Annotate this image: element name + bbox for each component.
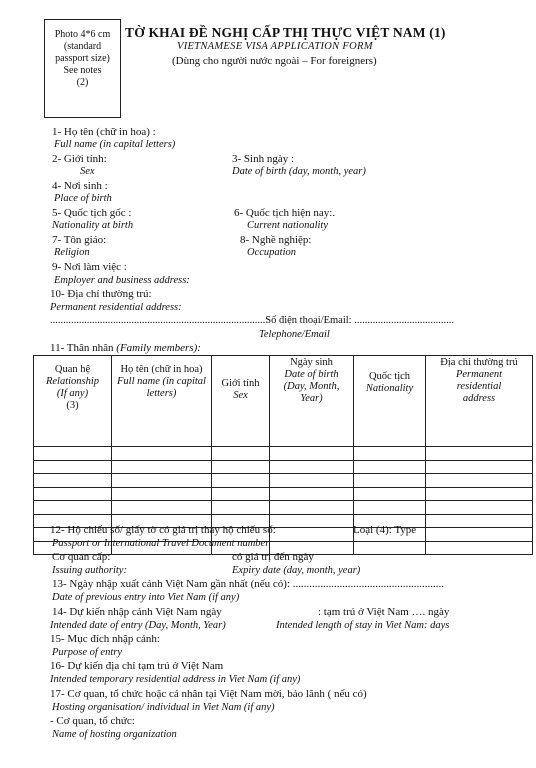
field-8-en: Occupation: [247, 247, 296, 258]
expiry-date-label: có giá trị đến ngày: [232, 551, 314, 563]
hosting-org-en: Name of hosting organization: [52, 729, 177, 740]
table-cell[interactable]: [112, 460, 212, 474]
col-header-full-name: [112, 356, 212, 447]
field-5-en: Nationality at birth: [52, 220, 134, 231]
field-15-label: 15- Mục đích nhập cảnh:: [50, 633, 160, 645]
field-6-label: 6- Quốc tịch hiện nay:.: [234, 207, 336, 219]
field-9-en: Employer and business address:: [54, 275, 190, 286]
phone-email-en: Telephone/Email: [259, 329, 330, 340]
field-7-en: Religion: [54, 247, 90, 258]
table-cell[interactable]: [426, 447, 533, 461]
table-cell[interactable]: [112, 474, 212, 488]
table-cell[interactable]: [212, 487, 270, 501]
stay-length-en: Intended length of stay in Viet Nam: days: [276, 620, 450, 631]
issuing-authority-label: Cơ quan cấp:: [52, 551, 111, 563]
table-cell[interactable]: [354, 474, 426, 488]
table-cell[interactable]: [112, 447, 212, 461]
field-15-en: Purpose of entry: [52, 647, 122, 658]
col-header-en: Permanent residential address: [455, 369, 503, 404]
col-header-vn: Giới tính: [221, 378, 260, 389]
table-cell[interactable]: [34, 460, 112, 474]
table-cell[interactable]: [34, 447, 112, 461]
field-12-en: Passport or International Travel Document number: [52, 538, 270, 549]
table-cell[interactable]: [426, 514, 533, 528]
table-row: [34, 474, 533, 488]
field-1-en: Full name (in capital letters): [54, 139, 176, 150]
table-row: [34, 447, 533, 461]
expiry-date-en: Expiry date (day, month, year): [232, 565, 361, 576]
photo-line: Photo 4*6 cm: [54, 29, 111, 40]
issuing-authority-en: Issuing authority:: [52, 565, 127, 576]
col-header-address: [426, 356, 533, 447]
field-2-en: Sex: [80, 166, 95, 177]
field-5-label: 5- Quốc tịch gốc :: [52, 207, 132, 219]
field-12-type: Loại (4): Type: [353, 524, 417, 536]
photo-line: See notes: [63, 65, 102, 76]
table-row: [34, 501, 533, 515]
field-3-en: Date of birth (day, month, year): [232, 166, 366, 177]
stay-length-label: : tạm trú ở Việt Nam …. ngày: [318, 606, 450, 618]
table-cell[interactable]: [270, 460, 354, 474]
table-header-row: [34, 356, 533, 447]
table-cell[interactable]: [426, 460, 533, 474]
col-header-en: Sex: [233, 390, 248, 401]
field-7-label: 7- Tôn giáo:: [52, 234, 107, 246]
field-4-en: Place of birth: [54, 193, 112, 204]
table-cell[interactable]: [426, 541, 533, 555]
col-header-sex: [212, 356, 270, 447]
table-row: [34, 460, 533, 474]
photo-box: [44, 19, 121, 118]
table-cell[interactable]: [354, 447, 426, 461]
table-cell[interactable]: [112, 501, 212, 515]
field-13-label: 13- Ngày nhập xuất cảnh Việt Nam gần nhất (nếu có): .......................................................: [52, 578, 445, 590]
field-10-label: 10- Địa chỉ thường trú:: [50, 288, 152, 300]
field-17-en: Hosting organisation/ individual in Viet Nam (if any): [52, 702, 275, 713]
table-cell[interactable]: [270, 528, 354, 542]
table-cell[interactable]: [212, 460, 270, 474]
col-header-vn: Quốc tịch: [368, 371, 411, 382]
col-header-en: Full name (in capital letters): [117, 376, 206, 399]
table-cell[interactable]: [112, 487, 212, 501]
col-header-en: Relationship (If any): [45, 376, 100, 399]
field-16-label: 16- Dự kiến địa chỉ tạm trú ở Việt Nam: [50, 660, 224, 672]
field-11-vn: 11- Thân nhân: [50, 342, 114, 354]
field-8-label: 8- Nghề nghiệp:: [240, 234, 312, 246]
col-header-note: (3): [66, 400, 79, 411]
table-cell[interactable]: [426, 474, 533, 488]
table-cell[interactable]: [34, 487, 112, 501]
col-header-relationship: [34, 356, 112, 447]
table-cell[interactable]: [354, 487, 426, 501]
table-cell[interactable]: [354, 501, 426, 515]
col-header-vn: Họ tên (chữ in hoa): [120, 364, 203, 375]
field-11-en: (Family members):: [116, 342, 201, 354]
field-4-label: 4- Nơi sinh :: [52, 180, 108, 192]
form-usage: (Dùng cho người nước ngoài – For foreigners): [172, 55, 377, 67]
photo-line: (standard: [63, 41, 102, 52]
photo-line: (2): [76, 77, 89, 88]
field-17-label: 17- Cơ quan, tổ chức hoặc cá nhân tại Việt Nam mời, bảo lãnh ( nếu có): [50, 688, 367, 700]
photo-line: passport size): [55, 53, 110, 64]
field-9-label: 9- Nơi làm việc :: [52, 261, 127, 273]
col-header-vn: Quan hệ: [54, 364, 91, 375]
table-cell[interactable]: [270, 501, 354, 515]
col-header-en: Nationality: [365, 383, 414, 394]
field-3-label: 3- Sinh ngày :: [232, 153, 295, 165]
field-12-label: 12- Hộ chiếu số/ giấy tờ có giá trị thay hộ chiếu số:: [50, 524, 276, 536]
field-14-label: 14- Dự kiến nhập cảnh Việt Nam ngày: [52, 606, 222, 618]
hosting-org-label: - Cơ quan, tổ chức:: [50, 715, 135, 727]
col-header-dob: [270, 356, 354, 447]
table-cell[interactable]: [354, 541, 426, 555]
table-cell[interactable]: [212, 501, 270, 515]
field-1-label: 1- Họ tên (chữ in hoa) :: [52, 126, 156, 138]
table-cell[interactable]: [34, 501, 112, 515]
table-cell[interactable]: [426, 487, 533, 501]
col-header-en: Date of birth (Day, Month, Year): [283, 369, 340, 404]
table-cell[interactable]: [426, 501, 533, 515]
field-16-en: Intended temporary residential address in Viet Nam (if any): [50, 674, 301, 685]
table-row: [34, 487, 533, 501]
field-11-label: [50, 342, 201, 354]
phone-email-line: ..................................................................................Số điện thoại/Email: ......................................: [50, 315, 454, 326]
table-cell[interactable]: [212, 474, 270, 488]
table-cell[interactable]: [270, 514, 354, 528]
table-cell[interactable]: [426, 528, 533, 542]
form-title: TỜ KHAI ĐỀ NGHỊ CẤP THỊ THỰC VIỆT NAM (1): [125, 25, 446, 40]
table-cell[interactable]: [354, 460, 426, 474]
field-10-en: Permanent residential address:: [50, 302, 182, 313]
table-cell[interactable]: [34, 474, 112, 488]
field-14-en: Intended date of entry (Day, Month, Year): [50, 620, 226, 631]
field-6-en: Current nationality: [247, 220, 328, 231]
form-subtitle: VIETNAMESE VISA APPLICATION FORM: [177, 41, 373, 52]
col-header-vn: Địa chỉ thường trú: [440, 357, 518, 368]
col-header-vn: Ngày sinh: [290, 357, 333, 368]
field-13-en: Date of previous entry into Viet Nam (if any): [52, 592, 240, 603]
field-2-label: 2- Giới tính:: [52, 153, 107, 165]
table-cell[interactable]: [270, 447, 354, 461]
table-cell[interactable]: [270, 474, 354, 488]
table-cell[interactable]: [212, 447, 270, 461]
table-cell[interactable]: [270, 487, 354, 501]
col-header-nationality: [354, 356, 426, 447]
